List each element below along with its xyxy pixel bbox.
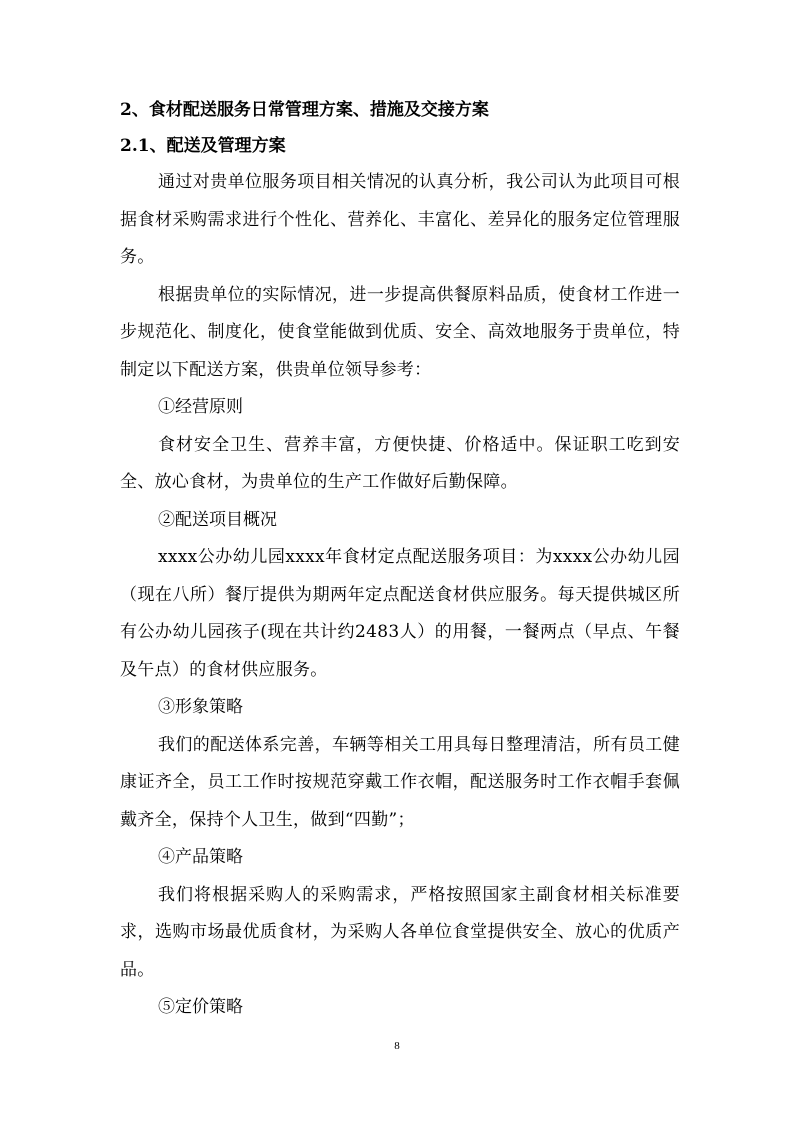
document-body bbox=[120, 92, 680, 1027]
item-title: ⑤定价策略 bbox=[158, 997, 243, 1017]
item-body: 我们将根据采购人的采购需求，严格按照国家主副食材相关标准要求，选购市场最优质食材，为采购人各单位食堂提供安全、放心的优质产品。 bbox=[120, 884, 680, 980]
intro-paragraph: 根据贵单位的实际情况，进一步提高供餐原料品质，使食材工作进一步规范化、制度化，使食堂能做到优质、安全、高效地服务于贵单位，特制定以下配送方案，供贵单位领导参考： bbox=[120, 284, 680, 380]
page-number: 8 bbox=[394, 1040, 400, 1052]
item-title: ③形象策略 bbox=[158, 697, 243, 717]
item-title: ④产品策略 bbox=[158, 847, 243, 867]
item-body: xxxx公办幼儿园xxxx年食材定点配送服务项目：为xxxx公办幼儿园（现在八所）餐厅提供为期两年定点配送食材供应服务。每天提供城区所有公办幼儿园孩子(现在共计约2483人）的用餐，一餐两点（早点、午餐及午点）的食材供应服务。 bbox=[120, 547, 680, 680]
subsection-heading: 2.1、配送及管理方案 bbox=[120, 136, 286, 156]
item-body: 食材安全卫生、营养丰富，方便快捷、价格适中。保证职工吃到安全、放心食材，为贵单位的生产工作做好后勤保障。 bbox=[120, 434, 680, 492]
item-body: 我们的配送体系完善，车辆等相关工用具每日整理清洁，所有员工健康证齐全，员工工作时按规范穿戴工作衣帽，配送服务时工作衣帽手套佩戴齐全，保持个人卫生，做到“四勤”； bbox=[120, 734, 680, 830]
item-title: ①经营原则 bbox=[158, 397, 243, 417]
section-heading: 2、食材配送服务日常管理方案、措施及交接方案 bbox=[120, 100, 489, 120]
item-title: ②配送项目概况 bbox=[158, 509, 277, 530]
intro-paragraph: 通过对贵单位服务项目相关情况的认真分析，我公司认为此项目可根据食材采购需求进行个性化、营养化、丰富化、差异化的服务定位管理服务。 bbox=[120, 172, 680, 267]
